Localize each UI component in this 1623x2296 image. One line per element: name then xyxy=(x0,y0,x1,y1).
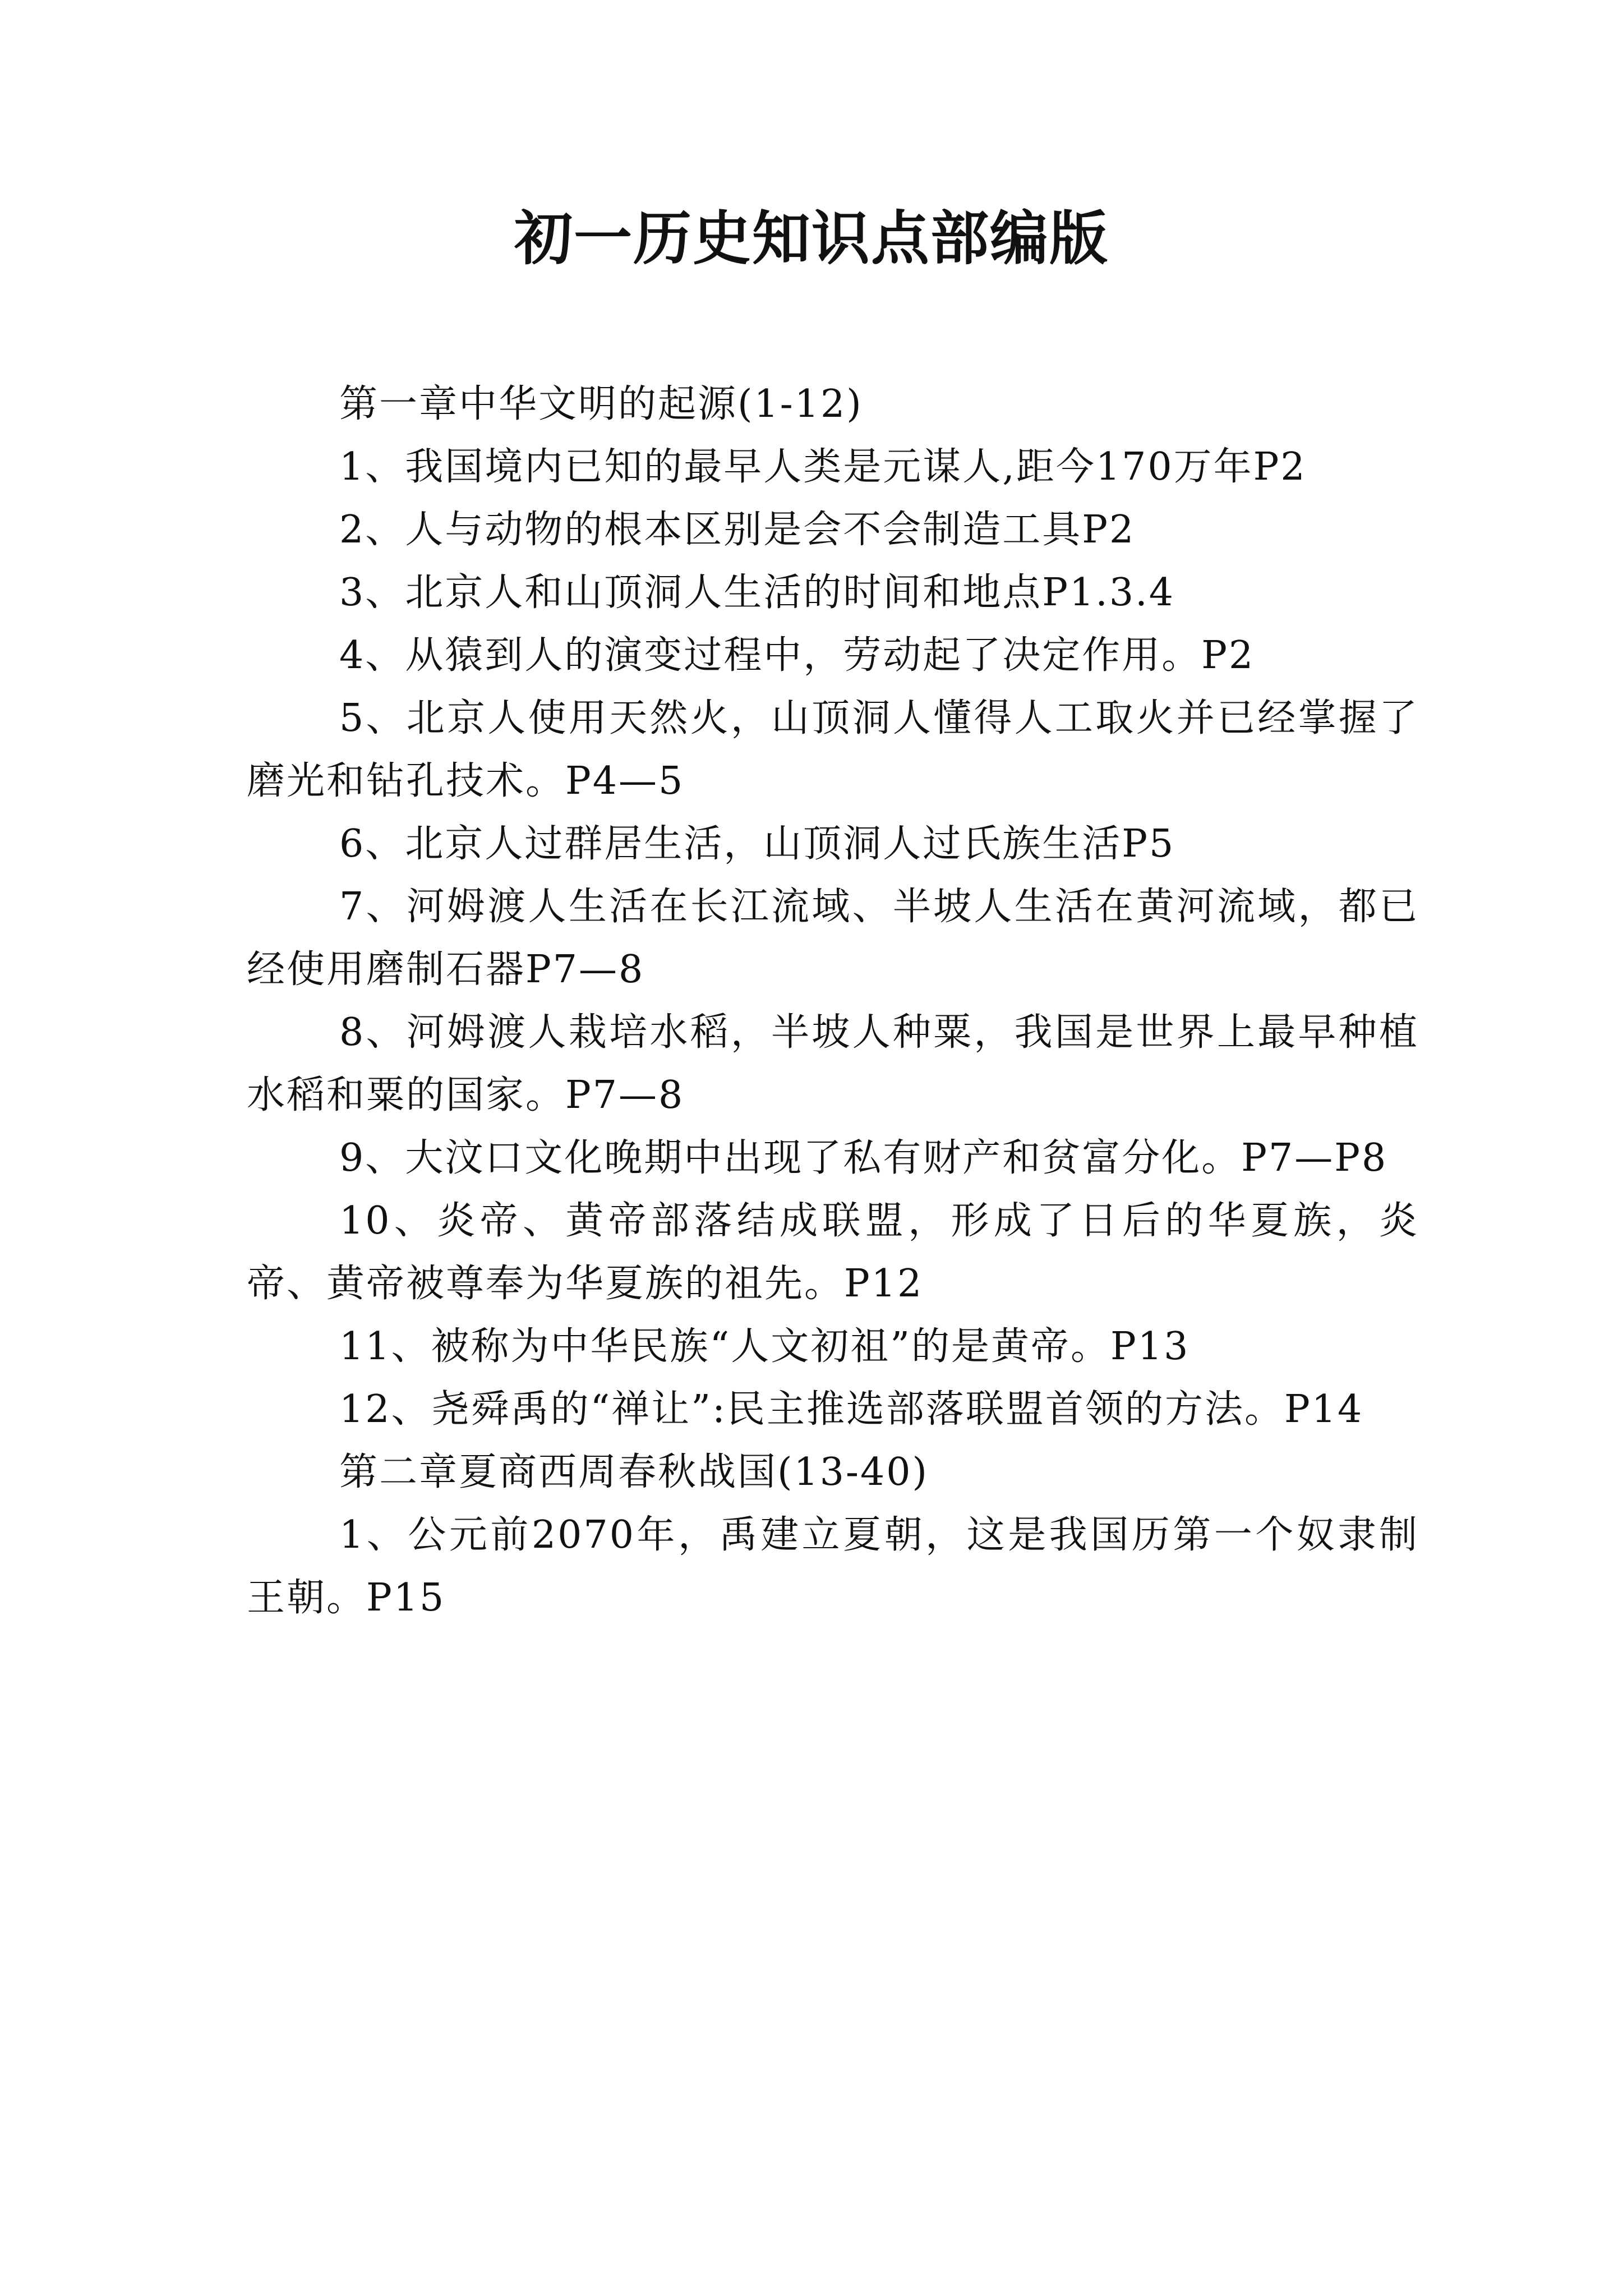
chapter-heading: 第一章中华文明的起源(1-12) xyxy=(339,382,863,426)
paragraph: 3、北京人和山顶洞人生活的时间和地点P1.3.4 xyxy=(339,570,1175,615)
paragraph: 9、大汶口文化晚期中出现了私有财产和贫富分化。P7—P8 xyxy=(339,1136,1388,1180)
paragraph: 12、尧舜禹的“禅让”:民主推选部落联盟首领的方法。P14 xyxy=(339,1387,1364,1432)
document-title: 初一历史知识点部编版 xyxy=(514,204,1109,273)
paragraph: 2、人与动物的根本区别是会不会制造工具P2 xyxy=(339,508,1136,552)
paragraph: 7、河姆渡人生活在长江流域、半坡人生活在黄河流域，都已经使用磨制石器P7—8 xyxy=(247,885,1419,992)
paragraph: 5、北京人使用天然火，山顶洞人懂得人工取火并已经掌握了磨光和钻孔技术。P4—5 xyxy=(247,696,1419,803)
paragraph: 10、炎帝、黄帝部落结成联盟，形成了日后的华夏族，炎帝、黄帝被尊奉为华夏族的祖先。P12 xyxy=(247,1199,1419,1306)
chapter-heading: 第二章夏商西周春秋战国(13-40) xyxy=(339,1450,929,1494)
paragraph: 8、河姆渡人栽培水稻，半坡人种粟，我国是世界上最早种植水稻和粟的国家。P7—8 xyxy=(247,1010,1419,1117)
paragraph: 1、我国境内已知的最早人类是元谋人,距今170万年P2 xyxy=(339,445,1307,489)
document-body xyxy=(247,373,1419,1630)
paragraph: 4、从猿到人的演变过程中，劳动起了决定作用。P2 xyxy=(339,633,1255,678)
paragraph: 1、公元前2070年，禹建立夏朝，这是我国历第一个奴隶制王朝。P15 xyxy=(247,1513,1419,1620)
paragraph: 6、北京人过群居生活，山顶洞人过氏族生活P5 xyxy=(339,822,1175,866)
paragraph: 11、被称为中华民族“人文初祖”的是黄帝。P13 xyxy=(339,1324,1190,1369)
